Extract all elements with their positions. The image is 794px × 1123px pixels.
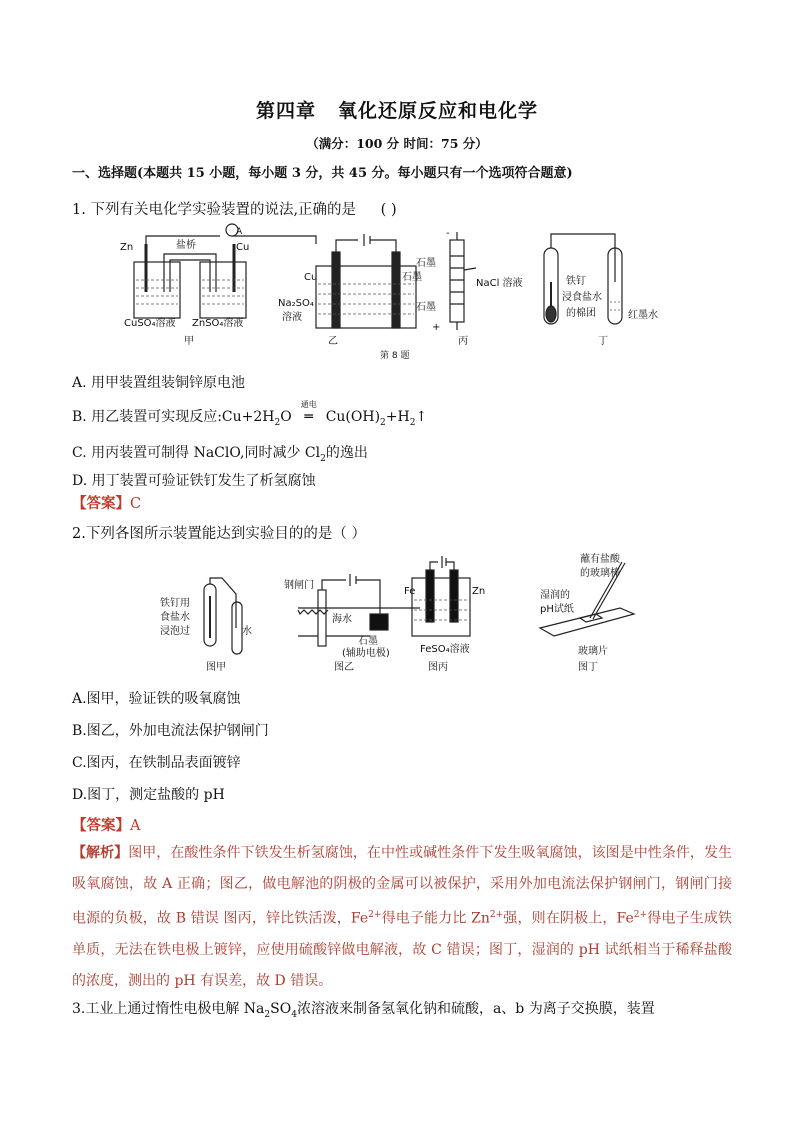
label-fe: Fe	[404, 586, 416, 597]
label-yi-graphite: 石墨	[402, 272, 422, 283]
label-iron-nail-1: 铁钉用	[160, 598, 190, 609]
superscript: 2+	[368, 910, 382, 920]
page-title	[0, 96, 794, 123]
explanation-text-4: 得电子生成铁单质，无法在铁电极上镀锌，应使用硫酸锌做电解液，故 C 错误；图丁，湿润的 pH 试纸相当于稀释盐酸的浓度，测出的 pH 有误差，故 D 错误。	[72, 910, 733, 989]
answer-label: 【答案】	[72, 817, 130, 834]
label-salt-bridge: 盐桥	[176, 240, 196, 251]
q1-option-b-product: Cu(OH)	[325, 409, 381, 425]
explanation-label: 【解析】	[72, 845, 129, 861]
label-zn2: Zn	[472, 586, 486, 597]
label-water: 水	[242, 626, 252, 637]
label-hcl-rod-2: 的玻璃棒	[580, 568, 620, 579]
q1-answer	[72, 492, 141, 513]
q3-text-3: 浓溶液来制备氢氧化钠和硫酸，a、b 为离子交换膜，装置	[296, 1001, 655, 1017]
label-zn: Zn	[120, 242, 134, 253]
chapter-title: 氧化还原反应和电化学	[338, 100, 539, 122]
q2-stem: 2.下列各图所示装置能达到实验目的的是（ ）	[72, 526, 366, 542]
label-bing-graphite-bottom: 石墨	[416, 302, 436, 313]
label-cotton: 的棉团	[566, 308, 596, 319]
q1-option-b-end: +H	[385, 409, 410, 425]
reaction-condition: 通电 ═	[292, 409, 326, 425]
q1-option-c	[72, 442, 368, 464]
label-plus: +	[432, 322, 441, 333]
subscript: 4	[291, 1009, 297, 1020]
q2-explanation	[72, 838, 732, 997]
caption-yi: 乙	[328, 336, 338, 347]
label-hcl-rod-1: 蘸有盐酸	[580, 554, 620, 565]
label-iron-nail: 铁钉	[566, 276, 586, 287]
ammeter-symbol: A	[236, 227, 243, 237]
label-nacl: NaCl 溶液	[476, 278, 523, 289]
caption-jia: 甲	[184, 336, 194, 347]
q1-option-d: D. 用丁装置可验证铁钉发生了析氢腐蚀	[72, 473, 316, 489]
subscript: 2	[264, 1009, 271, 1020]
electroplating-apparatus	[412, 556, 470, 636]
label-na2so4: Na₂SO₄	[278, 298, 314, 309]
q1-figure	[120, 222, 720, 364]
caption-fig-bing: 图丙	[428, 662, 448, 673]
gas-arrow-icon: ↑	[415, 409, 428, 425]
subscript: 2	[409, 417, 416, 428]
caption-ding: 丁	[598, 336, 608, 347]
label-cu: Cu	[236, 242, 250, 253]
label-ph-paper: pH试纸	[540, 604, 574, 615]
caption-fig-jia: 图甲	[206, 662, 226, 673]
label-znso4: ZnSO₄溶液	[192, 318, 244, 329]
answer-value: C	[130, 496, 142, 512]
label-red-ink: 红墨水	[628, 310, 658, 321]
q3-text-2: SO	[270, 1001, 292, 1017]
q1-answer-paren: ( )	[380, 202, 397, 218]
q2-answer	[72, 814, 140, 835]
caption-fig-yi: 图乙	[334, 662, 354, 673]
q1-option-c-end: 的逸出	[325, 445, 368, 461]
label-salt-soaked: 浸食盐水	[562, 292, 602, 303]
chapter-number: 第四章	[255, 100, 316, 122]
q2-option-b: B.图乙，外加电流法保护钢闸门	[72, 723, 269, 739]
q3-text-1: 3.工业上通过惰性电极电解 Na	[72, 1001, 265, 1017]
label-feso4: FeSO₄溶液	[420, 644, 470, 655]
subscript: 2	[320, 453, 326, 464]
q1-option-b	[72, 400, 428, 428]
label-aux-electrode: (辅助电极)	[342, 648, 390, 659]
q2-option-a: A.图甲，验证铁的吸氧腐蚀	[72, 691, 241, 707]
q2-figure	[150, 548, 660, 680]
label-na2so4-solution: 溶液	[282, 312, 302, 323]
score-time-line: （满分：100 分 时间：75 分）	[306, 136, 488, 151]
vertical-electrolyzer-apparatus	[450, 232, 476, 330]
label-graphite: 石墨	[358, 636, 378, 647]
explanation-text-3: 强，则在阴极上，Fe	[503, 910, 634, 927]
explanation-text-1: 图甲，在酸性条件下铁发生析氢腐蚀，在中性或碱性条件下发生吸氧腐蚀，该图是中性条件，发生吸氧腐蚀，故 A 正确；图乙，做电解池的阴极的金属可以被保护，采用外加电流法保护钢闸门，钢闸门接电源的负极，故 B 错误 图丙，锌比铁活泼，Fe	[72, 845, 733, 927]
label-iron-nail-3: 浸泡过	[160, 626, 190, 637]
electrolysis-cell-apparatus	[316, 234, 416, 328]
q3-stem	[72, 998, 655, 1020]
label-iron-nail-2: 食盐水	[160, 612, 190, 623]
label-yi-cu: Cu	[304, 272, 318, 283]
superscript: 2+	[489, 910, 504, 920]
q2-option-c: C.图丙，在铁制品表面镀锌	[72, 755, 241, 771]
label-glass-plate: 玻璃片	[578, 646, 608, 657]
label-moist: 湿润的	[540, 590, 570, 601]
caption-bing: 丙	[458, 336, 468, 347]
explanation-text-2: 得电子能力比 Zn	[381, 910, 490, 927]
q1-option-a: A. 用甲装置组装铜锌原电池	[72, 375, 246, 391]
q1-stem	[72, 198, 397, 219]
answer-value: A	[130, 818, 141, 834]
figure-caption: 第 8 题	[380, 351, 410, 361]
label-seawater: 海水	[332, 614, 352, 625]
label-steel-gate: 钢闸门	[284, 580, 314, 591]
q1-option-b-oxygen: O	[280, 409, 292, 425]
q1-stem-text: 1. 下列有关电化学实验装置的说法,正确的是	[72, 202, 357, 218]
label-cuso4: CuSO₄溶液	[124, 318, 176, 329]
subscript: 2	[380, 417, 386, 428]
label-bing-graphite-top: 石墨	[416, 258, 436, 269]
subscript: 2	[274, 417, 281, 428]
section-heading: 一、选择题(本题共 15 小题，每小题 3 分，共 45 分。每小题只有一个选项符合题意)	[72, 166, 573, 181]
q2-option-d: D.图丁，测定盐酸的 pH	[72, 787, 225, 803]
caption-fig-ding: 图丁	[578, 662, 598, 673]
q1-option-c-text: C. 用丙装置可制得 NaClO,同时减少 Cl	[72, 445, 321, 461]
label-minus: -	[446, 228, 450, 239]
oxygen-corrosion-apparatus	[204, 578, 242, 654]
answer-label: 【答案】	[72, 495, 130, 512]
condition-electrolysis: 通电	[300, 400, 317, 409]
superscript: 2+	[633, 910, 648, 920]
q1-option-b-text: B. 用乙装置可实现反应:Cu+2H	[72, 409, 275, 425]
